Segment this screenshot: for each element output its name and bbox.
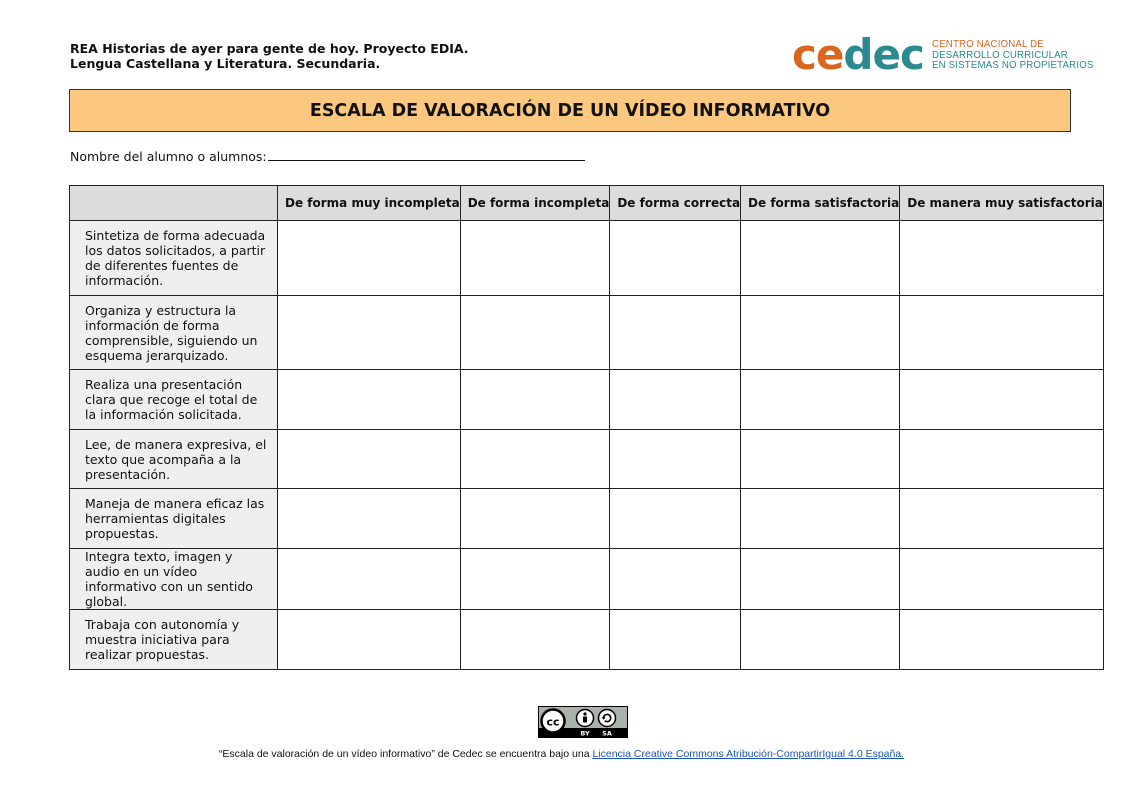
rating-cell[interactable] (278, 610, 461, 670)
license-text: “Escala de valoración de un vídeo informativo” de Cedec se encuentra bajo una (218, 748, 593, 760)
license-link[interactable]: Licencia Creative Commons Atribución-CompartirIgual 4.0 España. (592, 748, 905, 760)
cc-by-sa-badge[interactable] (538, 706, 628, 738)
rating-cell[interactable] (610, 296, 741, 370)
by-label: BY (580, 729, 590, 737)
rating-cell[interactable] (460, 489, 610, 549)
rating-cell[interactable] (278, 296, 461, 370)
logo-subtitle (932, 39, 1094, 71)
rating-cell[interactable] (460, 430, 610, 489)
header-line-2: Lengua Castellana y Literatura. Secundaria. (70, 56, 381, 71)
logo-word-orange: ce (792, 30, 844, 79)
rating-cell[interactable] (460, 296, 610, 370)
document-header (70, 41, 469, 71)
logo-sub-line-1: CENTRO NACIONAL DE (931, 38, 1044, 51)
table-row (70, 370, 1104, 430)
logo-sub-line-2: DESARROLLO CURRICULAR (931, 48, 1068, 61)
criterion-cell: Organiza y estructura la información de forma comprensible, siguiendo un esquema jerarquizado. (70, 296, 278, 370)
table-header-row (70, 186, 1104, 221)
rating-cell[interactable] (610, 610, 741, 670)
page-title: ESCALA DE VALORACIÓN DE UN VÍDEO INFORMATIVO (69, 89, 1071, 132)
share-alike-icon (599, 710, 616, 727)
rating-cell[interactable] (900, 489, 1104, 549)
column-header: De forma correcta (610, 186, 741, 221)
table-row (70, 221, 1104, 296)
criterion-cell: Trabaja con autonomía y muestra iniciativa para realizar propuestas. (70, 610, 278, 670)
rating-cell[interactable] (278, 549, 461, 610)
criterion-cell: Maneja de manera eficaz las herramientas digitales propuestas. (70, 489, 278, 549)
rating-cell[interactable] (460, 221, 610, 296)
rating-cell[interactable] (460, 370, 610, 430)
rating-cell[interactable] (741, 430, 900, 489)
criterion-cell: Lee, de manera expresiva, el texto que acompaña a la presentación. (70, 430, 278, 489)
rating-cell[interactable] (741, 549, 900, 610)
criterion-cell: Integra texto, imagen y audio en un vídeo informativo con un sentido global. (70, 549, 278, 610)
column-header: De forma muy incompleta (278, 186, 461, 221)
rating-cell[interactable] (460, 549, 610, 610)
rating-cell[interactable] (741, 610, 900, 670)
header-line-1: REA Historias de ayer para gente de hoy. Proyecto EDIA. (70, 41, 469, 56)
rating-cell[interactable] (741, 221, 900, 296)
rating-cell[interactable] (741, 489, 900, 549)
rating-cell[interactable] (278, 489, 461, 549)
student-name-line[interactable] (268, 147, 585, 161)
rating-cell[interactable] (610, 221, 741, 296)
rating-cell[interactable] (900, 296, 1104, 370)
criterion-cell: Realiza una presentación clara que recoge el total de la información solicitada. (70, 370, 278, 430)
criterion-cell: Sintetiza de forma adecuada los datos solicitados, a partir de diferentes fuentes de información. (70, 221, 278, 296)
table-row (70, 610, 1104, 670)
sa-label: SA (602, 729, 612, 737)
table-row (70, 430, 1104, 489)
student-name-field (70, 147, 585, 164)
cc-by-sa-icon (539, 707, 627, 737)
column-header: De forma incompleta (460, 186, 610, 221)
student-name-label: Nombre del alumno o alumnos: (70, 149, 267, 164)
rating-cell[interactable] (278, 221, 461, 296)
table-row (70, 549, 1104, 610)
logo-word-teal: dec (843, 30, 924, 79)
logo-sub-line-3: EN SISTEMAS NO PROPIETARIOS (931, 59, 1094, 72)
rating-cell[interactable] (900, 370, 1104, 430)
rating-cell[interactable] (900, 610, 1104, 670)
rating-cell[interactable] (900, 549, 1104, 610)
rating-scale-table (69, 185, 1104, 670)
logo-wordmark (792, 30, 924, 79)
rating-cell[interactable] (610, 430, 741, 489)
rating-cell[interactable] (610, 370, 741, 430)
rating-cell[interactable] (278, 430, 461, 489)
cc-label: cc (546, 715, 560, 729)
rating-cell[interactable] (741, 370, 900, 430)
rating-cell[interactable] (278, 370, 461, 430)
cedec-logo (792, 30, 1107, 79)
table-row (70, 489, 1104, 549)
column-header: De forma satisfactoria (741, 186, 900, 221)
table-row (70, 296, 1104, 370)
rating-cell[interactable] (900, 221, 1104, 296)
rating-cell[interactable] (610, 489, 741, 549)
license-footer (0, 748, 1123, 760)
header-empty-cell (70, 186, 278, 221)
rating-cell[interactable] (460, 610, 610, 670)
rating-cell[interactable] (610, 549, 741, 610)
column-header: De manera muy satisfactoria (900, 186, 1104, 221)
rating-cell[interactable] (741, 296, 900, 370)
rating-cell[interactable] (900, 430, 1104, 489)
